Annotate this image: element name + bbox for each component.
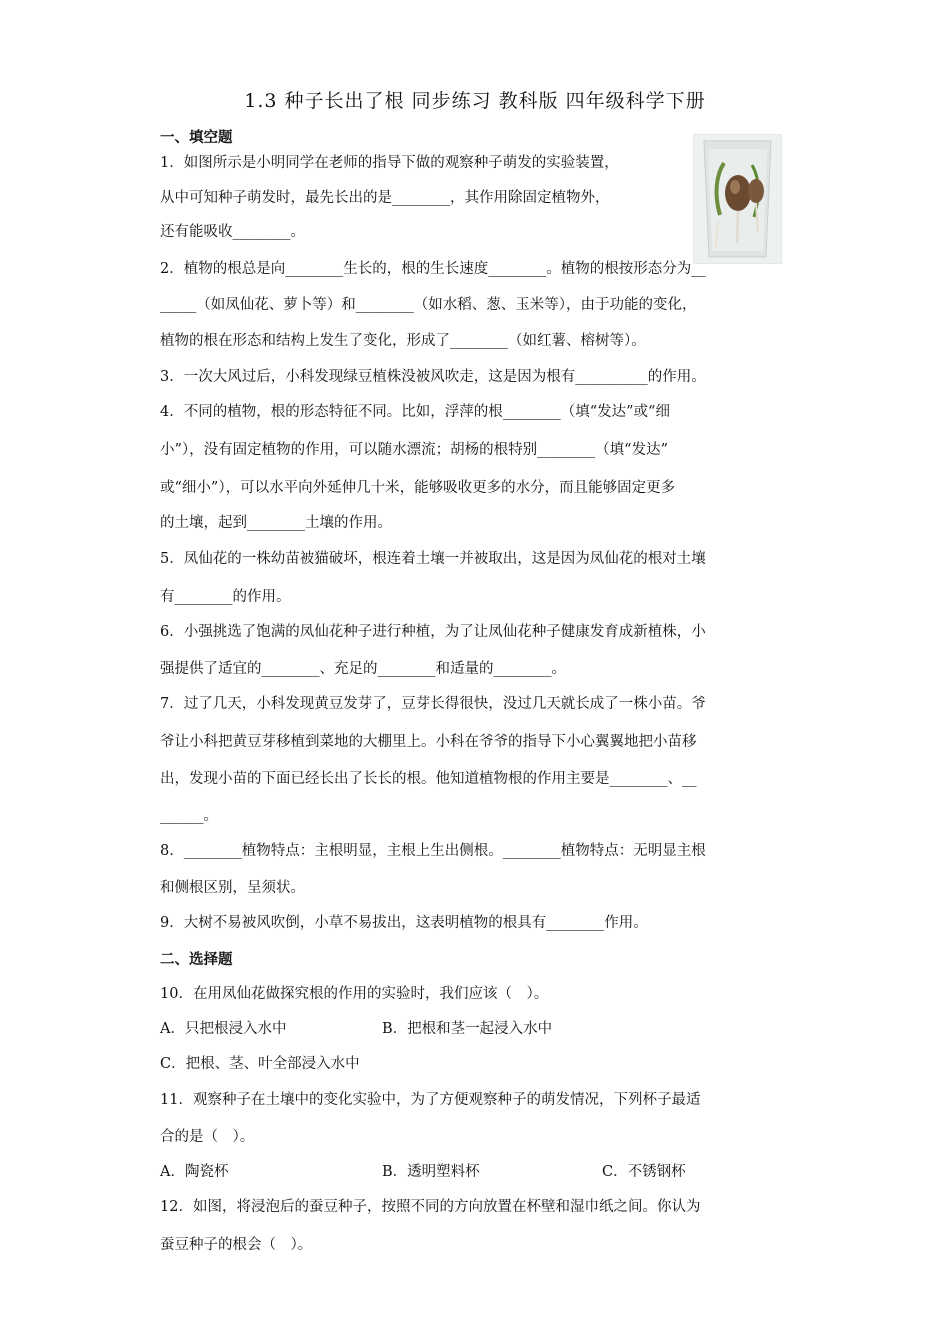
q2-line-3: 植物的根在形态和结构上发生了变化，形成了________（如红薯、榕树等）。 xyxy=(160,333,646,349)
q11-option-a[interactable]: A．陶瓷杯 xyxy=(160,1164,229,1180)
q1-line-3: 还有能吸收________。 xyxy=(160,224,305,240)
page-title: 1.3 种子长出了根 同步练习 教科版 四年级科学下册 xyxy=(244,90,706,112)
section-choice-heading: 二、选择题 xyxy=(160,951,233,968)
q10-stem: 10．在用凤仙花做探究根的作用的实验时，我们应该（ ）。 xyxy=(160,986,549,1002)
q5-line-2: 有________的作用。 xyxy=(160,589,291,605)
q11-option-c[interactable]: C．不锈钢杯 xyxy=(602,1164,686,1180)
q12-stem-line-1: 12．如图，将浸泡后的蚕豆种子，按照不同的方向放置在杯壁和湿巾纸之间。你认为 xyxy=(160,1199,701,1215)
q2-line-2: _____（如凤仙花、萝卜等）和________（如水稻、葱、玉米等），由于功能的变化， xyxy=(160,297,697,313)
q4-line-2: 小”），没有固定植物的作用，可以随水漂流；胡杨的根特别________（填“发达” xyxy=(160,442,668,458)
q11-option-b[interactable]: B．透明塑料杯 xyxy=(382,1164,480,1180)
q3-line-1: 3．一次大风过后，小科发现绿豆植株没被风吹走，这是因为根有__________的作用。 xyxy=(160,369,706,385)
q4-line-4: 的土壤，起到________土壤的作用。 xyxy=(160,515,392,531)
q10-option-c[interactable]: C．把根、茎、叶全部浸入水中 xyxy=(160,1056,360,1072)
q8-line-2: 和侧根区别，呈须状。 xyxy=(160,880,305,896)
q6-line-2: 强提供了适宜的________、充足的________和适量的________。 xyxy=(160,661,566,677)
q4-line-3: 或“细小”），可以水平向外延伸几十米，能够吸收更多的水分，而且能够固定更多 xyxy=(160,480,676,496)
section-fill-blank-heading: 一、填空题 xyxy=(160,129,233,146)
q11-stem-line-2: 合的是（ ）。 xyxy=(160,1129,255,1145)
q5-line-1: 5．凤仙花的一株幼苗被猫破坏，根连着土壤一并被取出，这是因为凤仙花的根对土壤 xyxy=(160,551,706,567)
q6-line-1: 6．小强挑选了饱满的凤仙花种子进行种植，为了让凤仙花种子健康发育成新植株，小 xyxy=(160,624,706,640)
seed-cup-photo xyxy=(693,134,782,264)
q2-line-1: 2．植物的根总是向________生长的，根的生长速度________。植物的根按形态分为__ xyxy=(160,261,706,277)
q9-line-1: 9．大树不易被风吹倒，小草不易拔出，这表明植物的根具有________作用。 xyxy=(160,915,648,931)
q1-line-1: 1．如图所示是小明同学在老师的指导下做的观察种子萌发的实验装置， xyxy=(160,155,619,171)
q8-line-1: 8．________植物特点：主根明显，主根上生出侧根。________植物特点：无明显主根 xyxy=(160,843,706,859)
q7-line-1: 7．过了几天，小科发现黄豆发芽了，豆芽长得很快，没过几天就长成了一株小苗。爷 xyxy=(160,696,706,712)
q10-option-a[interactable]: A．只把根浸入水中 xyxy=(160,1021,287,1037)
q4-line-1: 4．不同的植物，根的形态特征不同。比如，浮萍的根________（填“发达”或“细 xyxy=(160,404,670,420)
q12-stem-line-2: 蚕豆种子的根会（ ）。 xyxy=(160,1237,313,1253)
q7-line-4: ______。 xyxy=(160,808,218,824)
q11-stem-line-1: 11．观察种子在土壤中的变化实验中，为了方便观察种子的萌发情况，下列杯子最适 xyxy=(160,1092,701,1108)
q1-line-2: 从中可知种子萌发时，最先长出的是________，其作用除固定植物外， xyxy=(160,190,610,206)
q7-line-3: 出，发现小苗的下面已经长出了长长的根。他知道植物根的作用主要是________、__ xyxy=(160,771,697,787)
seed-cup-illustration xyxy=(694,135,781,263)
q10-option-b[interactable]: B．把根和茎一起浸入水中 xyxy=(382,1021,553,1037)
q7-line-2: 爷让小科把黄豆芽移植到菜地的大棚里上。小科在爷爷的指导下小心翼翼地把小苗移 xyxy=(160,734,697,750)
